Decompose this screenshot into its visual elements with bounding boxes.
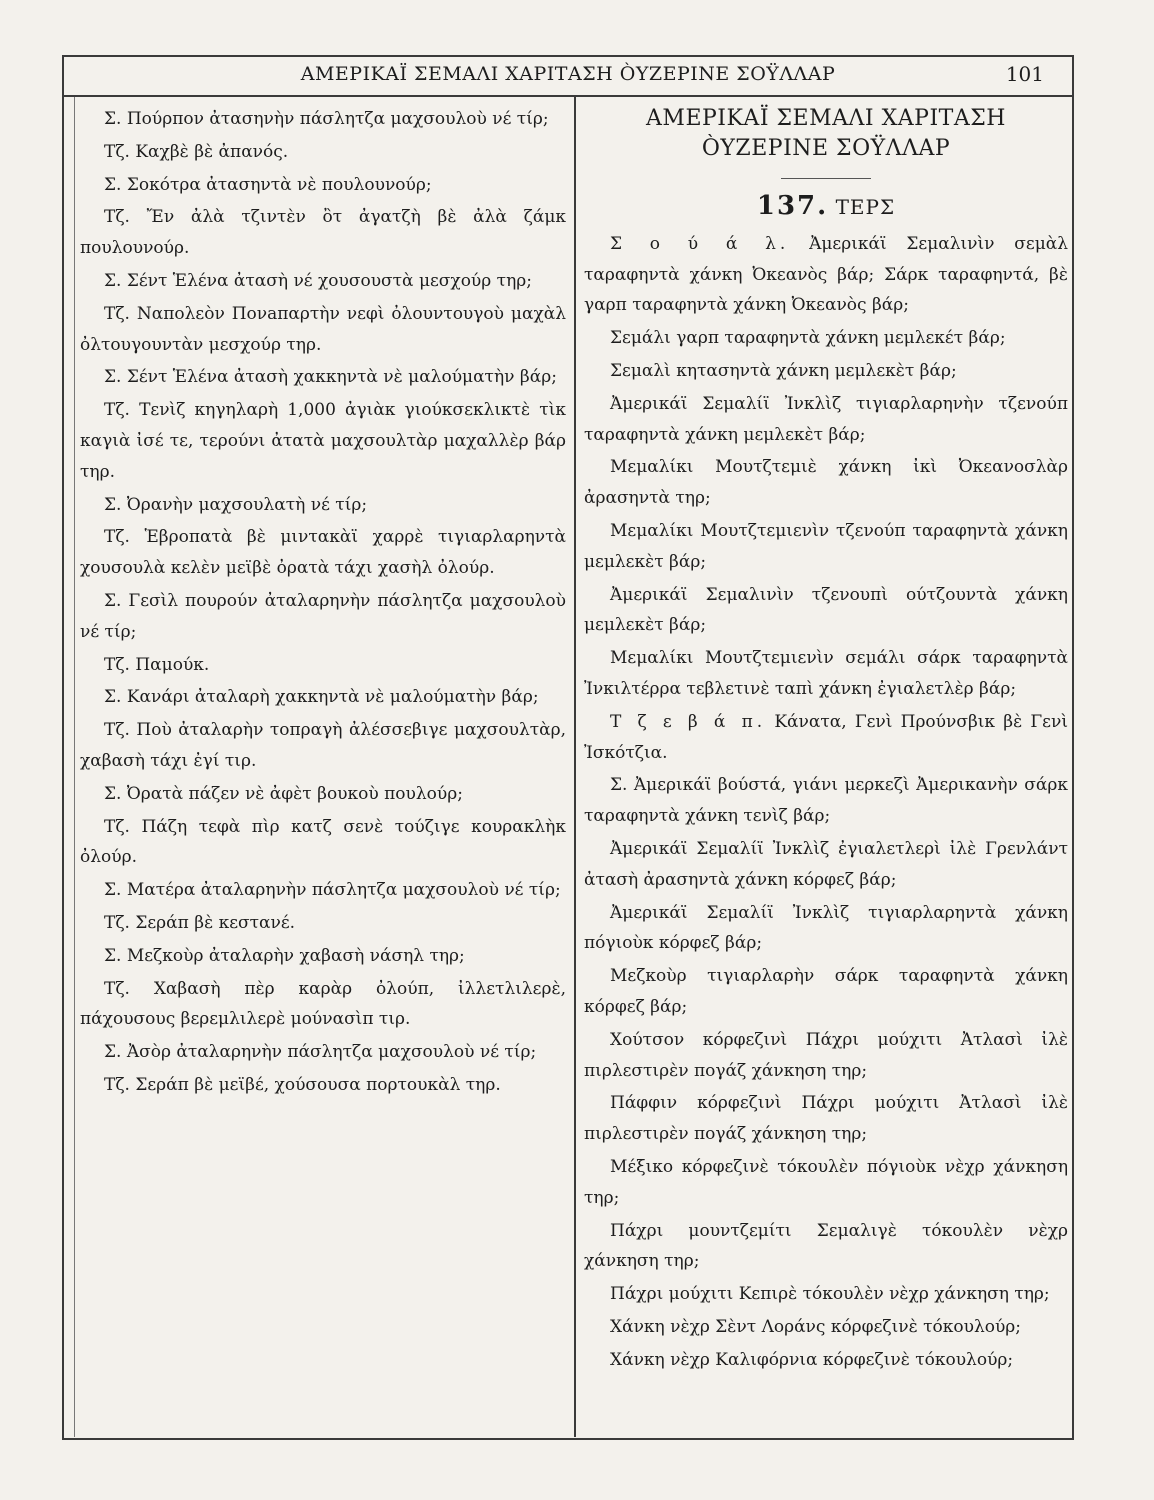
paragraph: Πάφφιν κόρφεζινὶ Πάχρι μούχιτι Ἀτλασὶ ἰλὲ πιρλεστιρὲν πογάζ χάνκηση τηρ; — [584, 1093, 1068, 1145]
paragraph: Σ. Σοκότρα ἀτασηντὰ νὲ πουλουνούρ; — [104, 174, 432, 195]
column-divider — [574, 97, 576, 1437]
paragraph: Χούτσον κόρφεζινὶ Πάχρι μούχιτι Ἀτλασὶ ἰλὲ πιρλεστιρὲν πογάζ χάνκηση τηρ; — [584, 1029, 1068, 1081]
paragraph: Τζ. Καχβὲ βὲ ἀπανός. — [104, 141, 289, 162]
paragraph: Πάχρι μουντζεμίτι Σεμαλιγὲ τόκουλὲν νὲχρ χάνκηση τηρ; — [584, 1220, 1068, 1272]
paragraph: Μεμαλίκι Μουτζτεμιὲ χάνκη ἰκὶ Ὀκεανοσλὰρ ἀρασηντὰ τηρ; — [584, 457, 1068, 509]
paragraph: Σ. Σέντ Ἑλένα ἀτασὴ χακκηντὰ νὲ μαλούματὴν βάρ; — [104, 367, 557, 388]
paragraph: Σεμαλὶ κητασηντὰ χάνκη μεμλεκὲτ βάρ; — [610, 360, 957, 381]
paragraph: Τζ. Ποὺ ἀταλαρὴν τοπραγὴ ἀλέσσεβιγε μαχσουλτὰρ, χαβασὴ τάχι ἐγί τιρ. — [80, 720, 566, 771]
paragraph: Χάνκη νὲχρ Καλιφόρνια κόρφεζινὲ τόκουλούρ; — [610, 1349, 1014, 1370]
left-column — [80, 104, 566, 1103]
lesson-number: 137. — [756, 191, 829, 221]
paragraph: Σ. Ἀμερικάϊ βούστά, γιάνι μερκεζὶ Ἀμερικανὴν σάρκ ταραφηντὰ χάνκη τενὶζ βάρ; — [584, 775, 1068, 827]
right-column — [584, 104, 1068, 1377]
paragraph: Σ. Κανάρι ἀταλαρὴ χακκηντὰ νὲ μαλούματὴν βάρ; — [104, 687, 539, 708]
paragraph: Μεμαλίκι Μουτζτεμιενὶν τζενούπ ταραφηντὰ χάνκη μεμλεκὲτ βάρ; — [584, 520, 1068, 572]
paragraph: Πάχρι μούχιτι Κεπιρὲ τόκουλὲν νὲχρ χάνκηση τηρ; — [610, 1284, 1050, 1305]
paragraph: Σεμάλι γαρπ ταραφηντὰ χάνκη μεμλεκέτ βάρ; — [610, 328, 1006, 349]
paragraph: Ἀμερικάϊ Σεμαλίϊ Ἰνκλὶζ τιγιαρλαρηνὴν τζενούπ ταραφηντὰ χάνκη μεμλεκὲτ βάρ; — [584, 393, 1068, 445]
paragraph: Τζ. Χαβασὴ πὲρ καρὰρ ὀλούπ, ἰλλετλιλερὲ, πάχουσους βερεμλιλερὲ μούνασὶπ τιρ. — [80, 978, 566, 1030]
paragraph: Σ. Σέντ Ἑλένα ἀτασὴ νέ χουσουστὰ μεσχούρ τηρ; — [104, 270, 532, 291]
answer-lead: Τ ζ ε β ά π. — [610, 711, 767, 732]
paragraph: Τζ. Ἑβροπατὰ βὲ μιντακὰϊ χαρρὲ τιγιαρλαρηντὰ χουσουλὰ κελὲν μεϊβὲ ὀρατὰ τάχι χασὴλ ὀλούρ. — [80, 527, 566, 579]
paragraph: Τζ. Σεράπ βὲ κεστανέ. — [104, 912, 296, 933]
paragraph: Ἀμερικάϊ Σεμαλίϊ Ἰνκλὶζ τιγιαρλαρηντὰ χάνκη πόγιοὺκ κόρφεζ βάρ; — [584, 902, 1068, 954]
left-margin-rule — [74, 97, 75, 1437]
paragraph: Σ. Ματέρα ἀταλαρηνὴν πάσλητζα μαχσουλοὺ νέ τίρ; — [104, 880, 561, 901]
paragraph: Τζ. Ἔν ἀλὰ τζιντὲν ὂτ ἀγατζὴ βὲ ἀλὰ ζάμκ πουλουνούρ. — [80, 207, 566, 259]
paragraph: Σ. Πούρπον ἀτασηνὴν πάσλητζα μαχσουλοὺ νέ τίρ; — [104, 109, 549, 129]
paragraph: Χάνκη νὲχρ Σὲντ Λοράνς κόρφεζινὲ τόκουλούρ; — [610, 1316, 1022, 1337]
ornamental-rule — [781, 178, 871, 179]
paragraph: Σ. Ὀρανὴν μαχσουλατὴ νέ τίρ; — [104, 494, 368, 515]
paragraph: Ἀμερικάϊ Σεμαλίϊ Ἰνκλὶζ ἐγιαλετλερὶ ἰλὲ Γρενλάντ ἀτασὴ ἀρασηντὰ χάνκη κόρφεζ βάρ; — [584, 838, 1068, 890]
section-title: ΑΜΕΡΙΚΑΪ ΣΕΜΑΛΙ ΧΑΡΙΤΑΣΗ ÒΥΖΕΡΙΝΕ ΣΟΫΛΛΑΡ — [646, 106, 1006, 161]
paragraph: Μεζκοὺρ τιγιαρλαρὴν σάρκ ταραφηντὰ χάνκη κόρφεζ βάρ; — [584, 966, 1068, 1017]
lead-paragraph — [584, 229, 1068, 321]
paragraph: Τζ. Τενὶζ κηγηλαρὴ 1,000 ἀγιὰκ γιούκσεκλικτὲ τὶκ καγιὰ ἰσέ τε, τερούνι ἀτατὰ μαχσουλτὰρ μαχαλλὲρ βάρ τηρ. — [80, 400, 566, 482]
answer-paragraph — [584, 707, 1068, 769]
paragraph: Σ. Ὀρατὰ πάζεν νὲ ἀφὲτ βουκοὺ πουλούρ; — [104, 783, 463, 804]
answer-text: Κάνατα, Γενὶ Προύνσβικ βὲ Γενὶ Ἰσκότζια. — [584, 711, 1068, 763]
paragraph: Τζ. Παμούκ. — [104, 654, 210, 675]
page-number: 101 — [1005, 62, 1044, 86]
running-title: ΑΜΕΡΙΚΑΪ ΣΕΜΑΛΙ ΧΑΡΙΤΑΣΗ ÒΥΖΕΡΙΝΕ ΣΟΫΛΛΑΡ — [300, 63, 836, 85]
paragraph: Τζ. Ναπολεὸν Πονaπαρτὴν νεφὶ ὀλουντουγοὺ μαχὰλ ὀλτουγουντὰν μεσχούρ τηρ. — [80, 303, 566, 355]
paragraph: Σ. Γεσὶλ πουρούν ἀταλαρηνὴν πάσλητζα μαχσουλοὺ νέ τίρ; — [80, 590, 566, 642]
lead-word: Σ ο ύ ά λ. — [610, 233, 790, 254]
lesson-title: ΤΕΡΣ — [835, 195, 896, 219]
paragraph: Μέξικο κόρφεζινὲ τόκουλὲν πόγιοὺκ νὲχρ χάνκηση τηρ; — [584, 1156, 1068, 1208]
paragraph: Σ. Ἀσὸρ ἀταλαρηνὴν πάσλητζα μαχσουλοὺ νέ τίρ; — [104, 1042, 537, 1063]
paragraph: Σ. Μεζκοὺρ ἀταλαρὴν χαβασὴ νάσηλ τηρ; — [104, 945, 465, 966]
lead-text: Ἀμερικάϊ Σεμαλινὶν σεμὰλ ταραφηντὰ χάνκη Ὀκεανὸς βάρ; Σάρκ ταραφηντά, βὲ γαρπ ταραφηντὰ χάνκη Ὀκεανὸς βάρ; — [584, 233, 1068, 316]
paragraph: Μεμαλίκι Μουτζτεμιενὶν σεμάλι σάρκ ταραφηντὰ Ἰνκιλτέρρα τεβλετινὲ ταπὶ χάνκη ἐγιαλετλὲρ βάρ; — [584, 648, 1068, 699]
lesson-heading — [584, 191, 1068, 223]
page-header — [64, 57, 1072, 97]
paragraph: Τζ. Σεράπ βὲ μεϊβέ, χούσουσα πορτουκὰλ τηρ. — [104, 1074, 501, 1095]
paragraph: Τζ. Πάζη τεφὰ πὶρ κατζ σενὲ τούζιγε κουρακλὴκ ὀλούρ. — [80, 816, 566, 868]
paragraph: Ἀμερικάϊ Σεμαλινὶν τζενουπὶ ούτζουντὰ χάνκη μεμλεκὲτ βάρ; — [584, 584, 1068, 636]
